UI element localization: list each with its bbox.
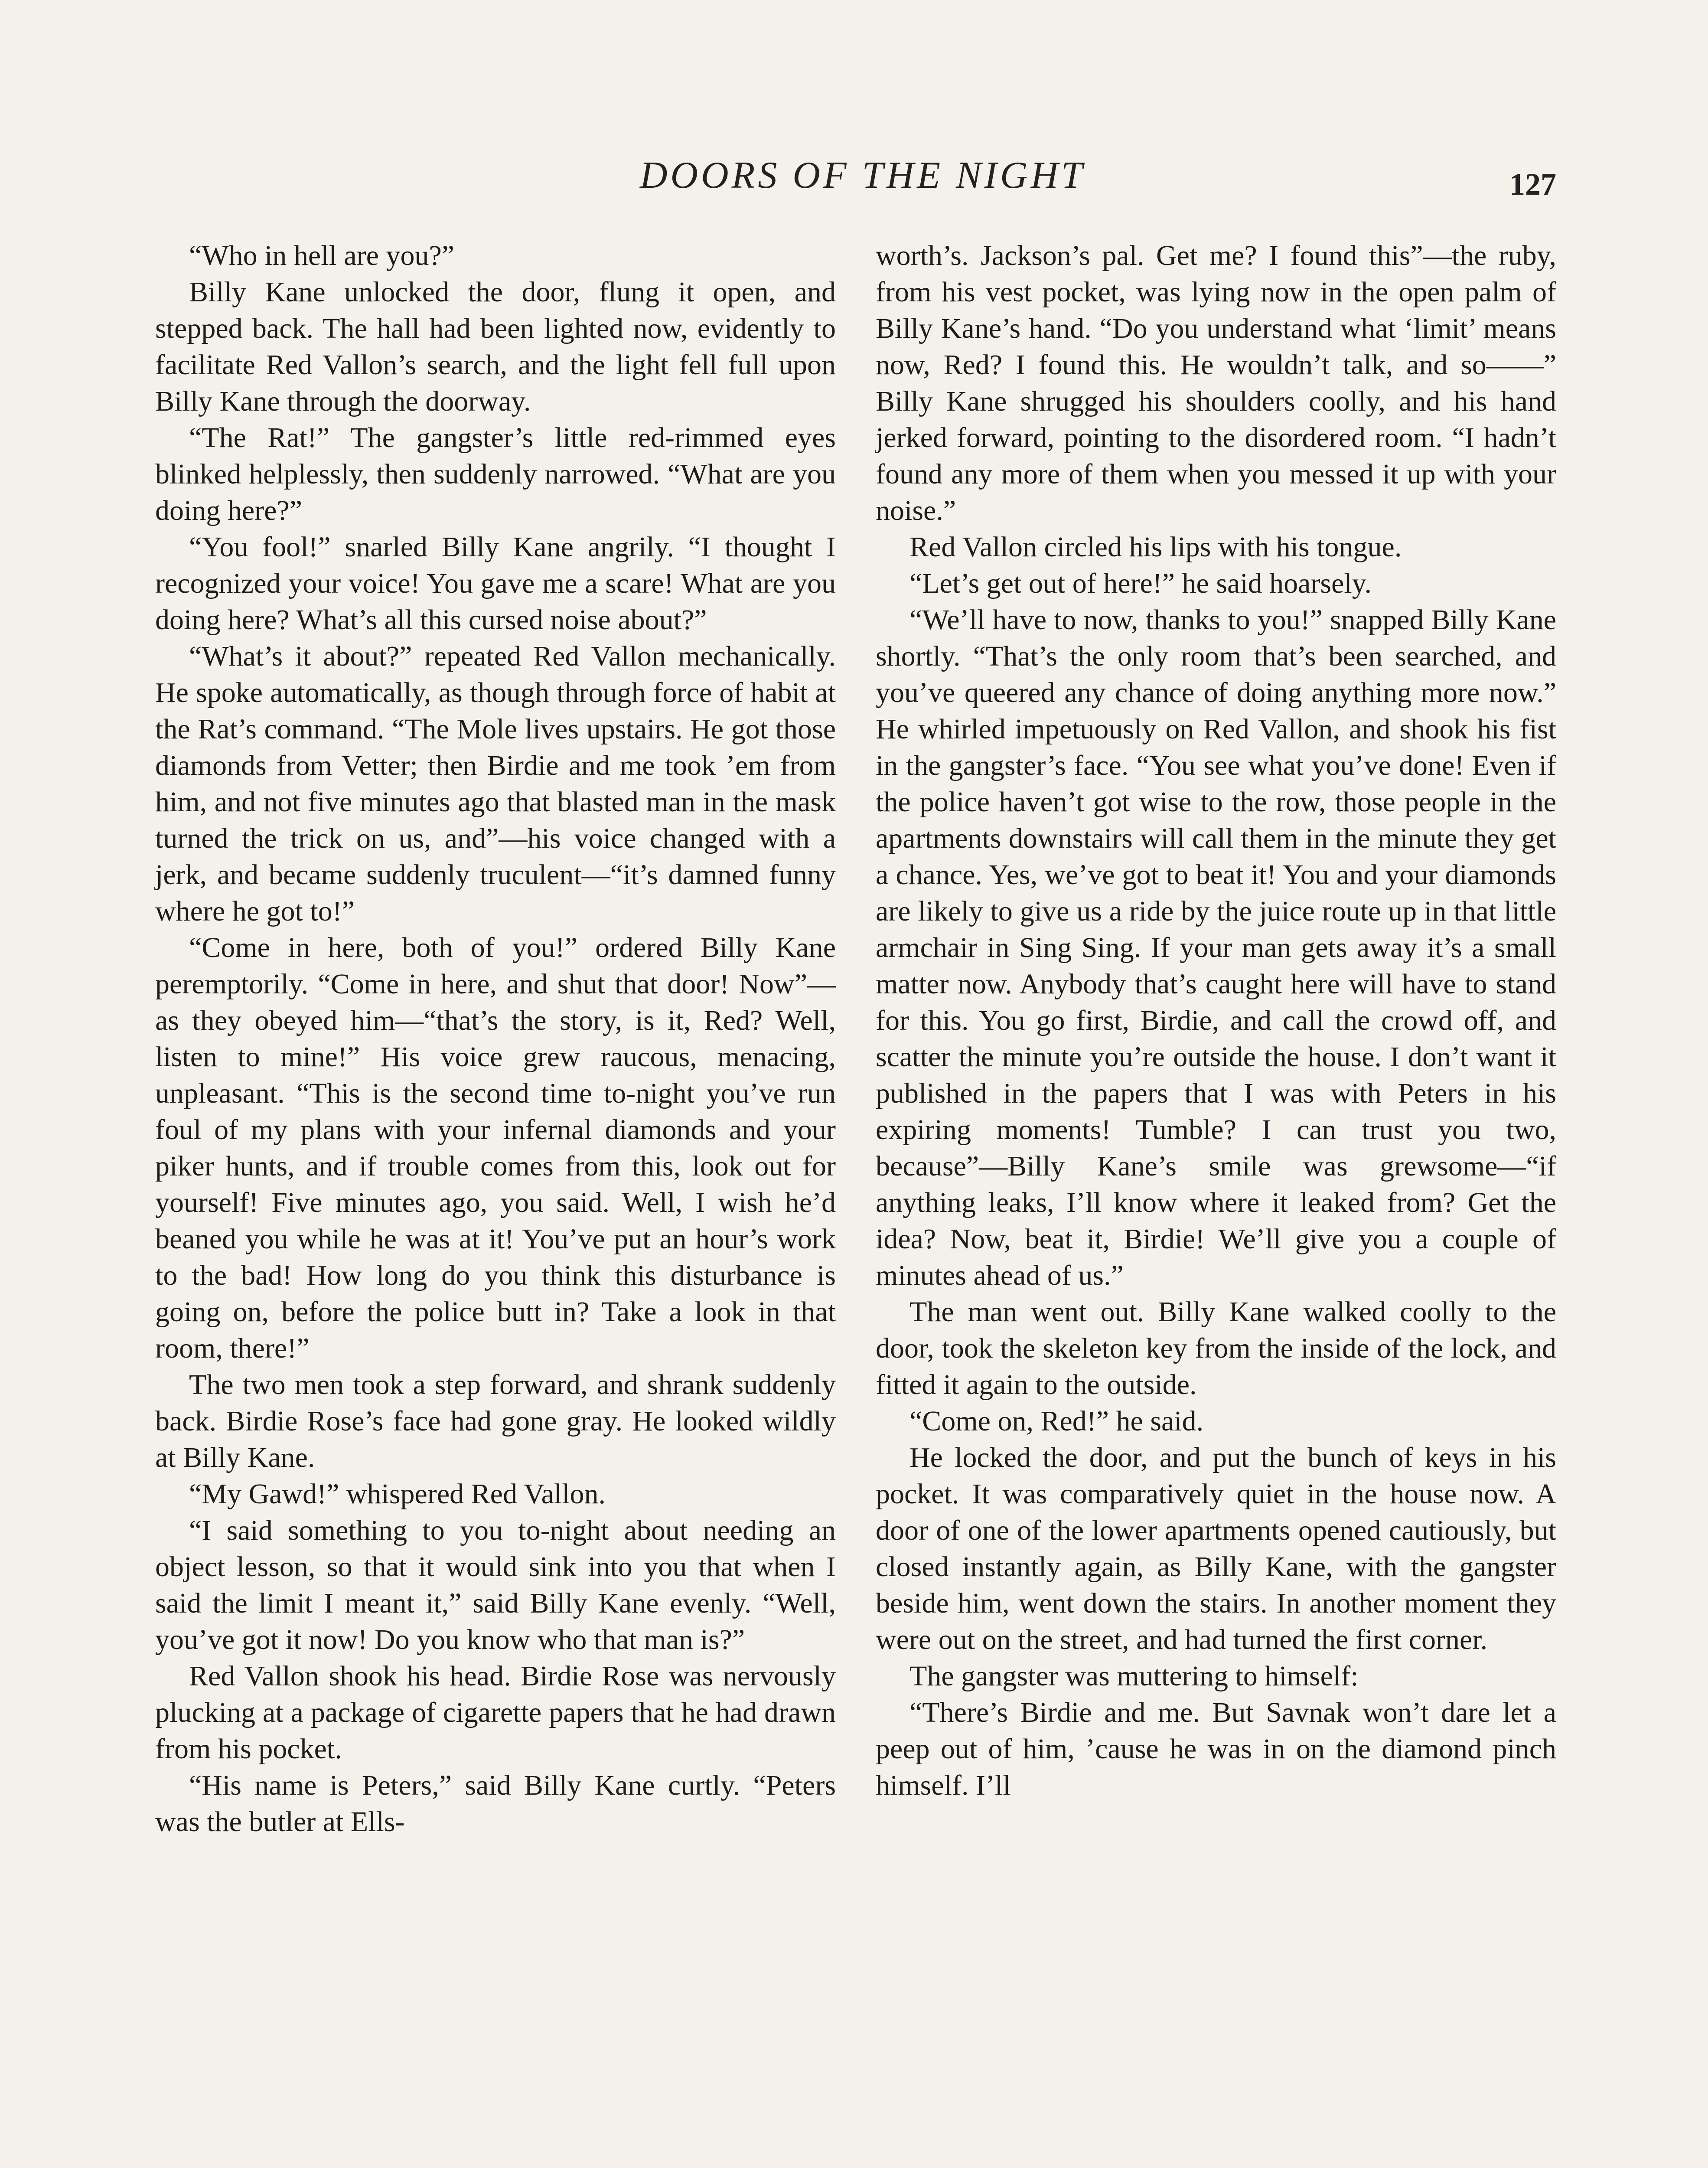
paragraph: The two men took a step forward, and shrank suddenly back. Birdie Rose’s face had gone gray. He looked wildly at Billy Kane. [155,1369,836,1473]
paragraph: “His name is Peters,” said Billy Kane curtly. “Peters was the butler at Ells- [155,1770,836,1838]
paragraph: “My Gawd!” whispered Red Vallon. [189,1478,606,1510]
paragraph: The gangster was muttering to himself: [909,1660,1359,1692]
paragraph: “Let’s get out of here!” he said hoarsely. [909,568,1372,599]
paragraph: Red Vallon circled his lips with his tongue. [909,531,1402,563]
paragraph: He locked the door, and put the bunch of keys in his pocket. It was comparatively quiet in the house now. A door of one of the lower apartments opened cautiously, but closed instantly again, as Billy Kane, with the gangster beside him, went down the stairs. In another moment they were out on the street, and had turned the first corner. [876,1442,1556,1655]
paragraph: “The Rat!” The gangster’s little red-rimmed eyes blinked helplessly, then suddenly narrowed. “What are you doing here?” [155,422,836,526]
right-column [876,238,1556,1804]
left-column [155,238,836,1840]
paragraph: “I said something to you to-night about needing an object lesson, so that it would sink into you that when I said the limit I meant it,” said Billy Kane evenly. “Well, you’ve got it now! Do you know who that man is?” [155,1515,836,1655]
paragraph: “We’ll have to now, thanks to you!” snapped Billy Kane shortly. “That’s the only room that’s been searched, and you’ve queered any chance of doing anything more now.” He whirled impetuously on Red Vallon, and shook his fist in the gangster’s face. “You see what you’ve done! Even if the police haven’t got wise to the row, those people in the apartments downstairs will call them in the minute they get a chance. Yes, we’ve got to beat it! You and your diamonds are likely to give us a ride by the juice route up in that little armchair in Sing Sing. If your man gets away it’s a small matter now. Anybody that’s caught here will have to stand for this. You go first, Birdie, and call the crowd off, and scatter the minute you’re outside the house. I don’t want it published in the papers that I was with Peters in his expiring moments! Tumble? I can trust you two, because”—Billy Kane’s smile was grewsome—“if anything leaks, I’ll know where it leaked from? Get the idea? Now, beat it, Birdie! We’ll give you a couple of minutes ahead of us.” [876,604,1556,1291]
paragraph: Billy Kane unlocked the door, flung it open, and stepped back. The hall had been lighted now, evidently to facilitate Red Vallon’s search, and the light fell full upon Billy Kane through the doorway. [155,276,836,417]
paragraph: “Who in hell are you?” [189,240,455,271]
paragraph: “What’s it about?” repeated Red Vallon mechanically. He spoke automatically, as though through force of habit at the Rat’s command. “The Mole lives upstairs. He got those diamonds from Vetter; then Birdie and me took ’em from him, and not five minutes ago that blasted man in the mask turned the trick on us, and”—his voice changed with a jerk, and became suddenly truculent—“it’s damned funny where he got to!” [155,640,836,927]
paragraph-continued: worth’s. Jackson’s pal. Get me? I found this”—the ruby, from his vest pocket, was lying now in the open palm of Billy Kane’s hand. “Do you understand what ‘limit’ means now, Red? I found this. He wouldn’t talk, and so——” Billy Kane shrugged his shoulders coolly, and his hand jerked forward, pointing to the disordered room. “I hadn’t found any more of them when you messed it up with your noise.” [876,240,1556,526]
paragraph: Red Vallon shook his head. Birdie Rose was nervously plucking at a package of cigarette papers that he had drawn from his pocket. [155,1660,836,1765]
paragraph: “There’s Birdie and me. But Savnak won’t dare let a peep out of him, ’cause he was in on the diamond pinch himself. I’ll [876,1697,1556,1801]
page-number: 127 [1509,167,1556,202]
paragraph: “You fool!” snarled Billy Kane angrily. “I thought I recognized your voice! You gave me a scare! What are you doing here? What’s all this cursed noise about?” [155,531,836,636]
running-title: DOORS OF THE NIGHT [640,154,1085,196]
paragraph: “Come on, Red!” he said. [909,1405,1204,1437]
paragraph: The man went out. Billy Kane walked coolly to the door, took the skeleton key from the inside of the lock, and fitted it again to the outside. [876,1296,1556,1401]
paragraph: “Come in here, both of you!” ordered Billy Kane peremptorily. “Come in here, and shut that door! Now”—as they obeyed him—“that’s the story, is it, Red? Well, listen to mine!” His voice grew raucous, menacing, unpleasant. “This is the second time to-night you’ve run foul of my plans with your infernal diamonds and your piker hunts, and if trouble comes from this, look out for yourself! Five minutes ago, you said. Well, I wish he’d beaned you while he was at it! You’ve put an hour’s work to the bad! How long do you think this disturbance is going on, before the police butt in? Take a look in that room, there!” [155,932,836,1364]
